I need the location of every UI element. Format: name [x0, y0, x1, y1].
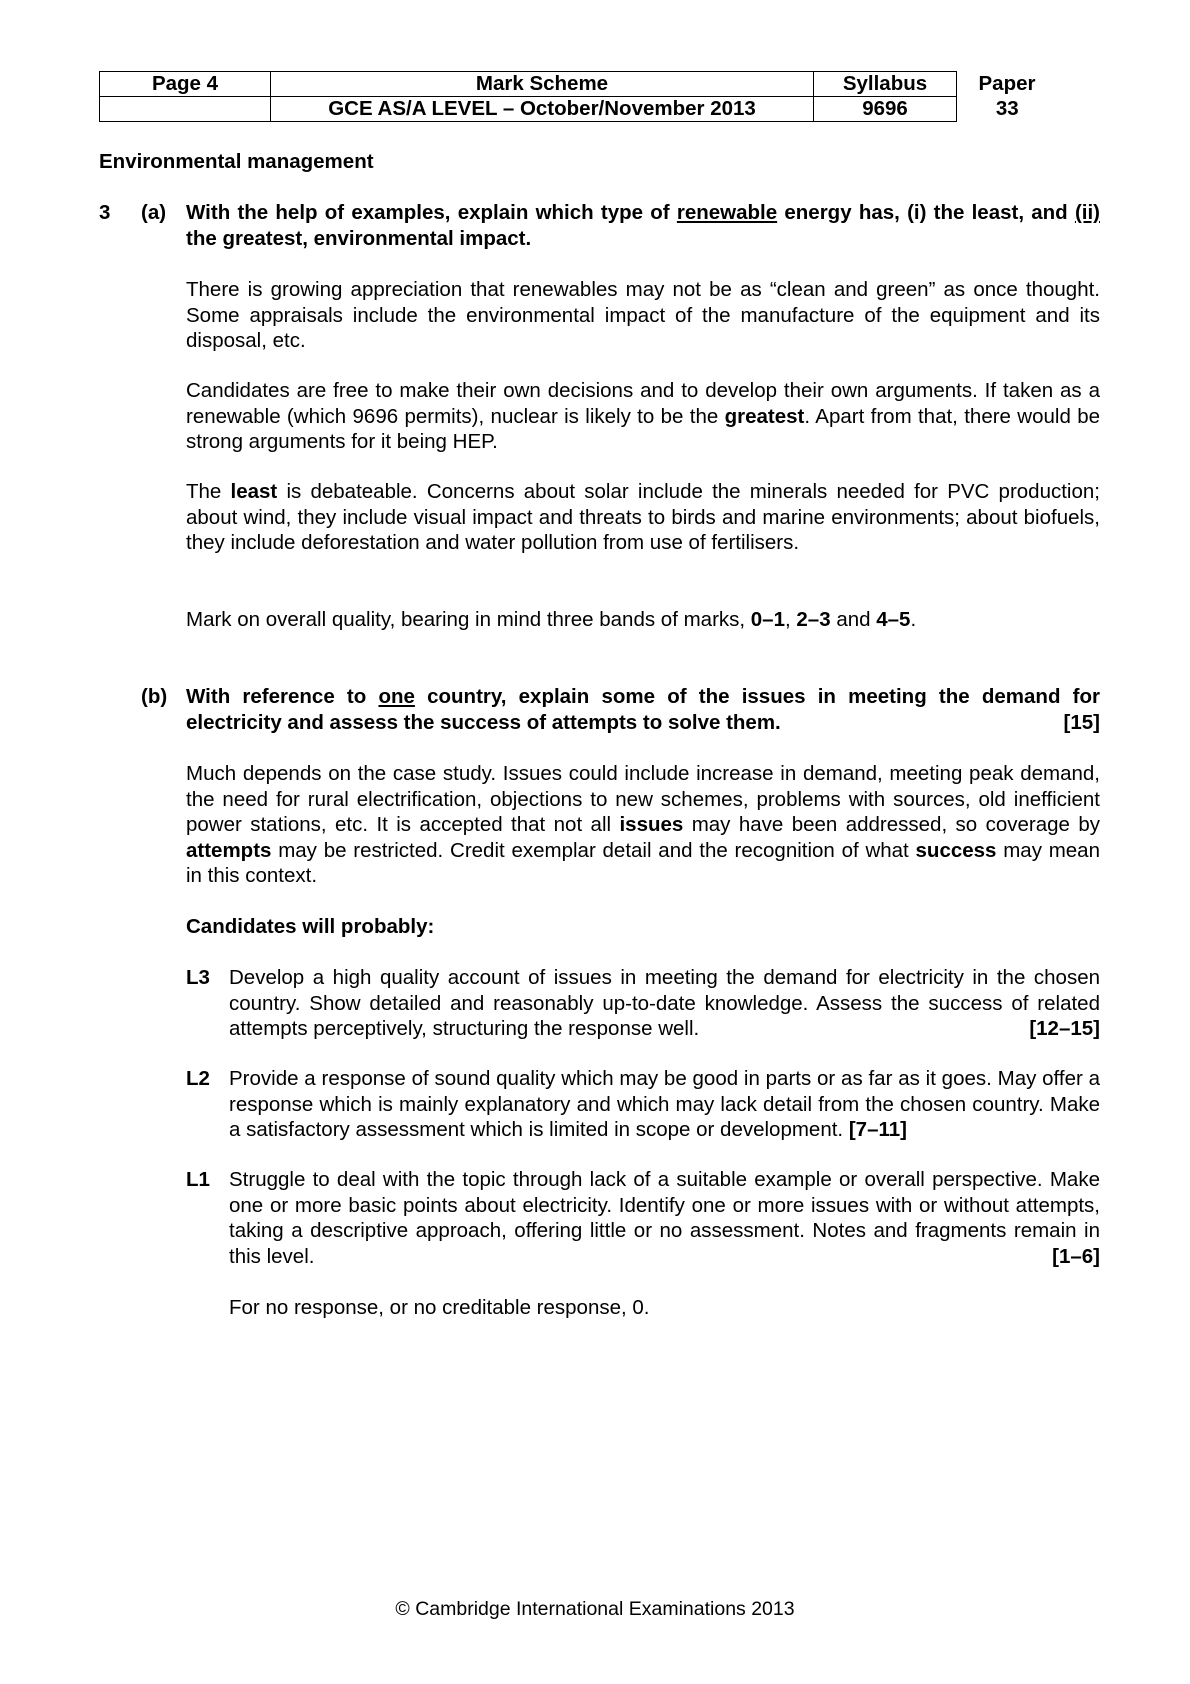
- level-1-descriptor: L1 Struggle to deal with the topic through lack of a suitable example or overall perspective. Make one or more basic points about electricity. Identify one or more issues with or without attempts, taking a descriptive approach, offering little or no assessment. Notes and fragments remain in this level. [1–6]: [186, 1168, 1100, 1268]
- level-tag: L3: [186, 966, 210, 989]
- page-number: Page 4: [100, 72, 271, 97]
- paper-number: 33: [995, 97, 1019, 120]
- level-marks: [1–6]: [1052, 1244, 1100, 1268]
- question-number: 3: [99, 201, 111, 224]
- part-b-label: (b): [141, 685, 168, 708]
- part-a-paragraph-1: There is growing appreciation that renewables may not be as “clean and green” as once thought. Some appraisals include the environmental impact of the manufacture of the equipment and its disposal, etc.: [186, 278, 1100, 352]
- header-empty-cell: [100, 97, 271, 122]
- level-marks: [12–15]: [1029, 1017, 1100, 1040]
- document-title: Mark Scheme: [271, 72, 814, 97]
- syllabus-code: 9696: [814, 97, 957, 122]
- paper-label: Paper: [978, 72, 1036, 95]
- part-b-question: With reference to one country, explain some of the issues in meeting the demand for electricity and assess the success of attempts to solve them. [15]: [186, 685, 1100, 734]
- exam-session: GCE AS/A LEVEL – October/November 2013: [271, 97, 814, 122]
- part-a-question: With the help of examples, explain which type of renewable energy has, (i) the least, and (ii) the greatest, environmental impact.: [186, 201, 1100, 250]
- level-2-descriptor: L2 Provide a response of sound quality which may be good in parts or as far as it goes. May offer a response which is mainly explanatory and which may lack detail from the chosen country. Make a satisfactory assessment which is limited in scope or development. [7–11]: [186, 1067, 1100, 1141]
- header-row-1: [100, 72, 1058, 97]
- level-3-descriptor: L3 Develop a high quality account of issues in meeting the demand for electricity in the chosen country. Show detailed and reasonably up-to-date knowledge. Assess the success of related attempts perceptively, structuring the response well. [12–15]: [186, 966, 1100, 1040]
- part-a-paragraph-3: The least is debateable. Concerns about solar include the minerals needed for PVC production; about wind, they include visual impact and threats to birds and marine environments; about biofuels, they include deforestation and water pollution from use of fertilisers.: [186, 480, 1100, 554]
- header-row-2: [100, 97, 1058, 122]
- syllabus-label: Syllabus: [814, 72, 957, 97]
- level-tag: L2: [186, 1067, 210, 1090]
- no-response-note: For no response, or no creditable response, 0.: [229, 1296, 650, 1319]
- part-a-mark-bands: Mark on overall quality, bearing in mind three bands of marks, 0–1, 2–3 and 4–5.: [186, 608, 917, 631]
- part-a-label: (a): [141, 201, 167, 224]
- header-table: [99, 71, 1058, 122]
- level-marks: [7–11]: [848, 1118, 907, 1141]
- candidates-probably-heading: Candidates will probably:: [186, 915, 435, 938]
- copyright-footer: © Cambridge International Examinations 2013: [395, 1598, 795, 1620]
- section-title: Environmental management: [99, 150, 374, 173]
- part-b-marks: [15]: [1063, 710, 1100, 734]
- level-tag: L1: [186, 1168, 210, 1191]
- part-a-paragraph-2: Candidates are free to make their own decisions and to develop their own arguments. If taken as a renewable (which 9696 permits), nuclear is likely to be the greatest. Apart from that, there would be strong arguments for it being HEP.: [186, 379, 1101, 453]
- part-b-paragraph-1: Much depends on the case study. Issues could include increase in demand, meeting peak demand, the need for rural electrification, objections to new schemes, problems with sources, old inefficient power stations, etc. It is accepted that not all issues may have been addressed, so coverage by attempts may be restricted. Credit exemplar detail and the recognition of what success may mean in this context.: [186, 762, 1100, 887]
